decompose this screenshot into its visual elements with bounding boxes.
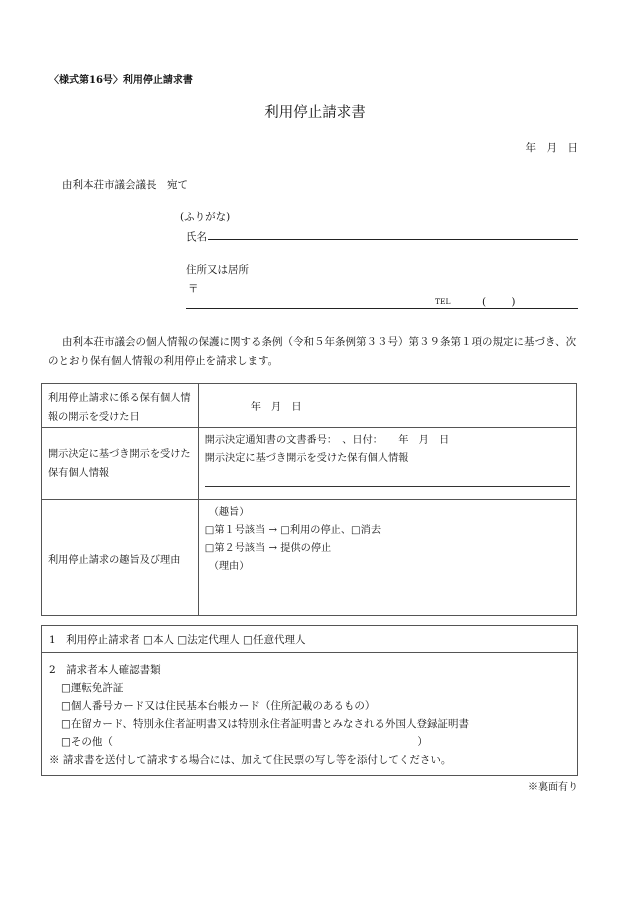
tel-label: TEL xyxy=(435,297,451,306)
name-label: 氏名 xyxy=(186,231,207,243)
disclosure-date-cell[interactable] xyxy=(198,384,576,428)
mailing-note: ※ 請求書を送付して請求する場合には、加えて住民票の写し等を添付してください。 xyxy=(49,754,452,766)
address-label: 住所又は居所 xyxy=(186,264,249,276)
purpose-reason-cell[interactable] xyxy=(198,500,576,616)
addressee: 由利本荘市議会議長 宛て xyxy=(62,179,188,191)
tel-field[interactable]: ( ) xyxy=(482,296,516,308)
disclosed-info-cell[interactable] xyxy=(198,428,576,500)
reason-heading: （理由） xyxy=(208,561,250,572)
form-number: 〈様式第16号〉利用停止請求書 xyxy=(49,75,193,86)
intro-paragraph: 由利本荘市議会の個人情報の保護に関する条例（令和５年条例第３３号）第３９条第１項の規定に基づき、次のとおり保有個人情報の利用停止を請求します。 xyxy=(48,336,577,367)
requester-box xyxy=(41,625,578,776)
id-option-other[interactable]: □その他（ ） xyxy=(61,736,428,748)
disclosure-date-value: 年 月 日 xyxy=(250,402,302,413)
table-row xyxy=(42,428,577,500)
back-side-note: ※裏面有り xyxy=(528,782,578,793)
name-field[interactable] xyxy=(208,239,578,240)
table-row xyxy=(42,500,577,616)
id-option-mynumber-card[interactable]: □個人番号カード又は住民基本台帳カード（住所記載のあるもの） xyxy=(61,700,376,712)
option-clause-1[interactable]: □第１号該当 → □利用の停止、□消去 xyxy=(204,525,382,536)
postal-mark: 〒 xyxy=(188,283,199,295)
document-number-line: 開示決定通知書の文書番号： 、日付： 年 月 日 xyxy=(204,435,450,446)
address-field[interactable] xyxy=(186,308,578,309)
page-title: 利用停止請求書 xyxy=(264,105,366,121)
submission-date: 年 月 日 xyxy=(525,142,578,154)
purpose-heading: （趣旨） xyxy=(208,507,250,518)
furigana-label: (ふりがな) xyxy=(180,211,231,223)
id-documents-heading: 2 請求者本人確認書類 xyxy=(49,664,161,676)
disclosed-info-line: 開示決定に基づき開示を受けた保有個人情報 xyxy=(204,453,409,464)
request-table xyxy=(41,383,577,616)
id-documents-section xyxy=(42,653,577,775)
table-row xyxy=(42,384,577,428)
disclosed-info-label: 開示決定に基づき開示を受けた保有個人情報 xyxy=(42,428,199,500)
disclosed-info-underline xyxy=(205,486,570,487)
requester-type[interactable]: 1 利用停止請求者 □本人 □法定代理人 □任意代理人 xyxy=(42,626,577,653)
id-option-drivers-license[interactable]: □運転免許証 xyxy=(61,682,124,694)
option-clause-2[interactable]: □第２号該当 → 提供の停止 xyxy=(204,543,332,554)
disclosure-date-label: 利用停止請求に係る保有個人情報の開示を受けた日 xyxy=(42,384,199,428)
purpose-reason-label: 利用停止請求の趣旨及び理由 xyxy=(42,500,199,616)
id-option-residence-card[interactable]: □在留カード、特別永住者証明書又は特別永住者証明書とみなされる外国人登録証明書 xyxy=(61,718,469,730)
